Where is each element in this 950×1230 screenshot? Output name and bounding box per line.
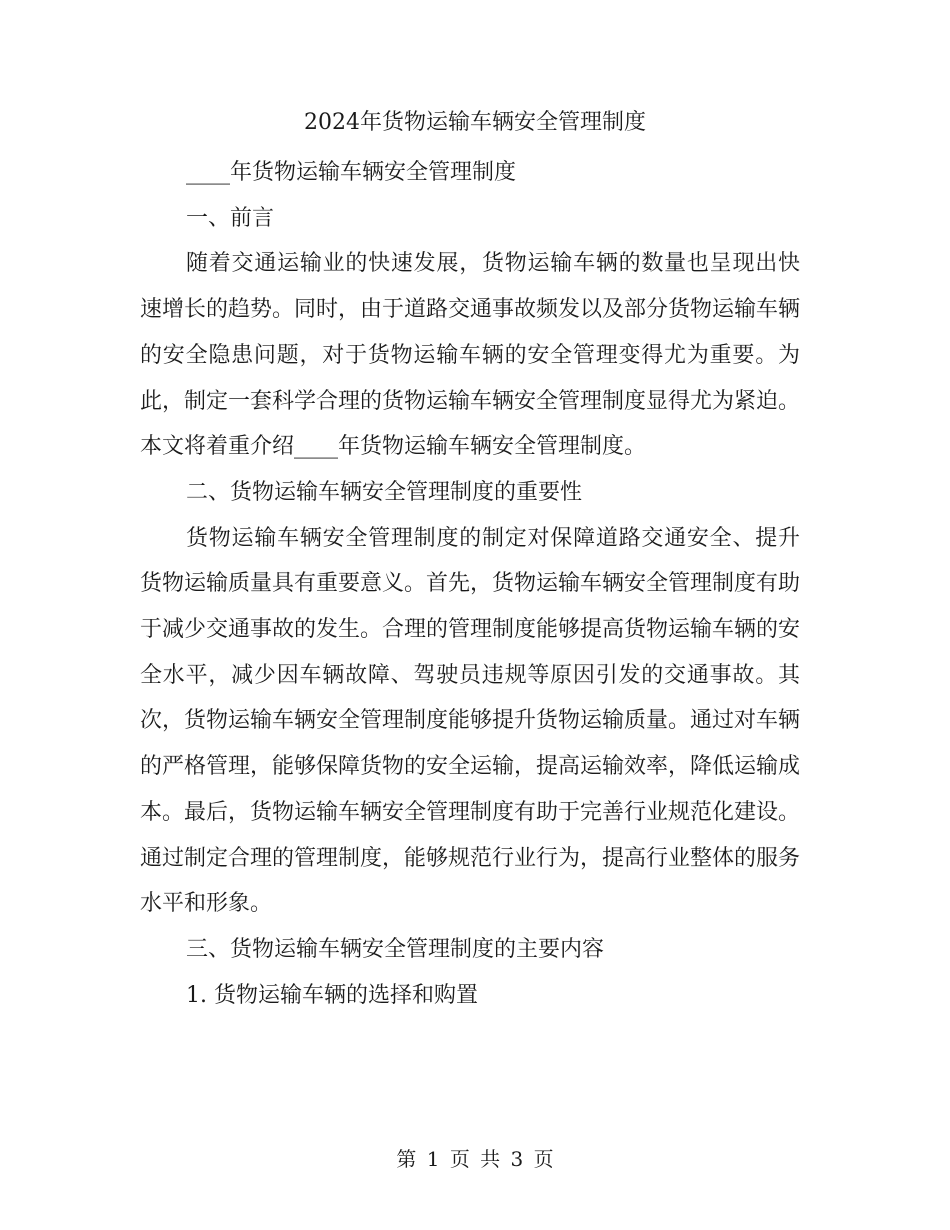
section-heading-main-content: 三、货物运输车辆安全管理制度的主要内容 — [186, 936, 605, 962]
document-title: 2024年货物运输车辆安全管理制度 — [304, 110, 646, 135]
page-footer: 第 1 页 共 3 页 — [396, 1147, 554, 1171]
paragraph-importance: 货物运输车辆安全管理制度的制定对保障道路交通安全、提升货物运输质量具有重要意义。首先，货物运输车辆安全管理制度有助于减少交通事故的发生。合理的管理制度能够提高货物运输车辆的安全水平，减少因车辆故障、驾驶员违规等原因引发的交通事故。其次，货物运输车辆安全管理制度能够提升货物运输质量。通过对车辆的严格管理，能够保障货物的安全运输，提高运输效率，降低运输成本。最后，货物运输车辆安全管理制度有助于完善行业规范化建设。通过制定合理的管理制度，能够规范行业行为，提高行业整体的服务水平和形象。 — [140, 525, 801, 917]
section-heading-preface: 一、前言 — [186, 205, 275, 231]
document-body — [140, 150, 800, 1018]
document-subtitle: ____年货物运输车辆安全管理制度 — [186, 160, 517, 185]
list-item-vehicle-selection: 1. 货物运输车辆的选择和购置 — [186, 982, 478, 1008]
section-heading-importance: 二、货物运输车辆安全管理制度的重要性 — [186, 479, 583, 505]
paragraph-preface: 随着交通运输业的快速发展，货物运输车辆的数量也呈现出快速增长的趋势。同时，由于道路交通事故频发以及部分货物运输车辆的安全隐患问题，对于货物运输车辆的安全管理变得尤为重要。为此，制定一套科学合理的货物运输车辆安全管理制度显得尤为紧迫。本文将着重介绍____年货物运输车辆安全管理制度。 — [140, 251, 801, 460]
